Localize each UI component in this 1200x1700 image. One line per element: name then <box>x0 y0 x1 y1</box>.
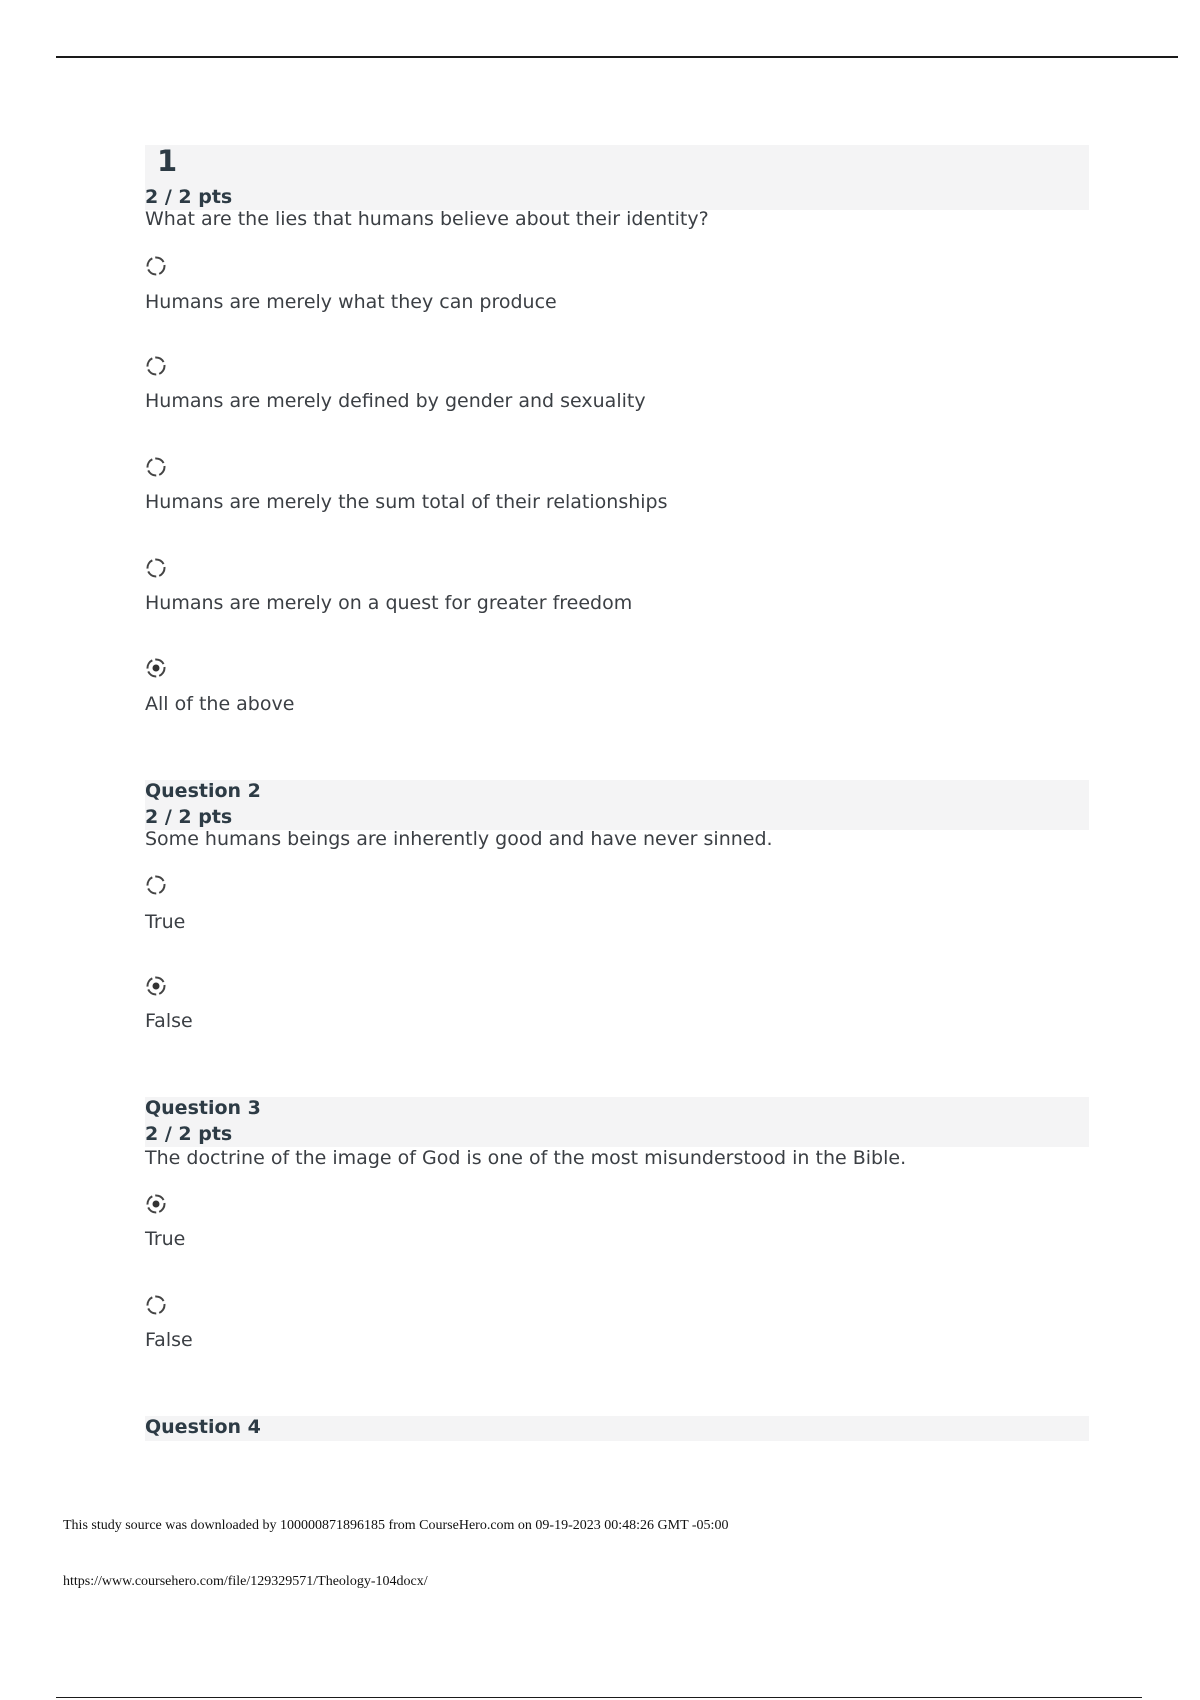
source-url[interactable]: https://www.coursehero.com/file/129329571/Theology-104docx/ <box>63 1574 428 1589</box>
answer-option[interactable]: False <box>145 1329 193 1351</box>
question-1-title: 1 <box>157 144 178 178</box>
question-1-points: 2 / 2 pts <box>145 186 233 208</box>
bottom-rule <box>56 1697 1142 1698</box>
question-4-header <box>145 1416 1089 1441</box>
answer-option[interactable]: Humans are merely what they can produce <box>145 291 557 313</box>
answer-option[interactable]: False <box>145 1010 193 1032</box>
question-3-title: Question 3 <box>145 1097 261 1119</box>
answer-option[interactable]: True <box>145 911 186 933</box>
radio-icon[interactable] <box>145 355 167 377</box>
top-rule <box>56 56 1178 58</box>
question-3-header <box>145 1097 1089 1147</box>
radio-icon[interactable] <box>145 557 167 579</box>
radio-icon[interactable] <box>145 874 167 896</box>
question-2-text: Some humans beings are inherently good and have never sinned. <box>145 828 773 850</box>
radio-selected-icon[interactable] <box>145 975 167 997</box>
question-2-header <box>145 780 1089 830</box>
question-4-title: Question 4 <box>145 1416 261 1438</box>
question-1-header <box>145 145 1089 210</box>
answer-option[interactable]: True <box>145 1228 186 1250</box>
question-2-title: Question 2 <box>145 780 261 802</box>
question-3-text: The doctrine of the image of God is one of the most misunderstood in the Bible. <box>145 1147 907 1169</box>
radio-icon[interactable] <box>145 456 167 478</box>
radio-icon[interactable] <box>145 1294 167 1316</box>
radio-icon[interactable] <box>145 255 167 277</box>
answer-option[interactable]: Humans are merely on a quest for greater freedom <box>145 592 633 614</box>
radio-selected-icon[interactable] <box>145 1193 167 1215</box>
download-note: This study source was downloaded by 100000871896185 from CourseHero.com on 09-19-2023 00:48:26 GMT -05:00 <box>63 1518 729 1533</box>
answer-option[interactable]: All of the above <box>145 693 295 715</box>
radio-selected-icon[interactable] <box>145 657 167 679</box>
question-3-points: 2 / 2 pts <box>145 1123 233 1145</box>
answer-option[interactable]: Humans are merely defined by gender and sexuality <box>145 390 646 412</box>
question-2-points: 2 / 2 pts <box>145 806 233 828</box>
question-1-text: What are the lies that humans believe about their identity? <box>145 208 709 230</box>
answer-option[interactable]: Humans are merely the sum total of their relationships <box>145 491 668 513</box>
